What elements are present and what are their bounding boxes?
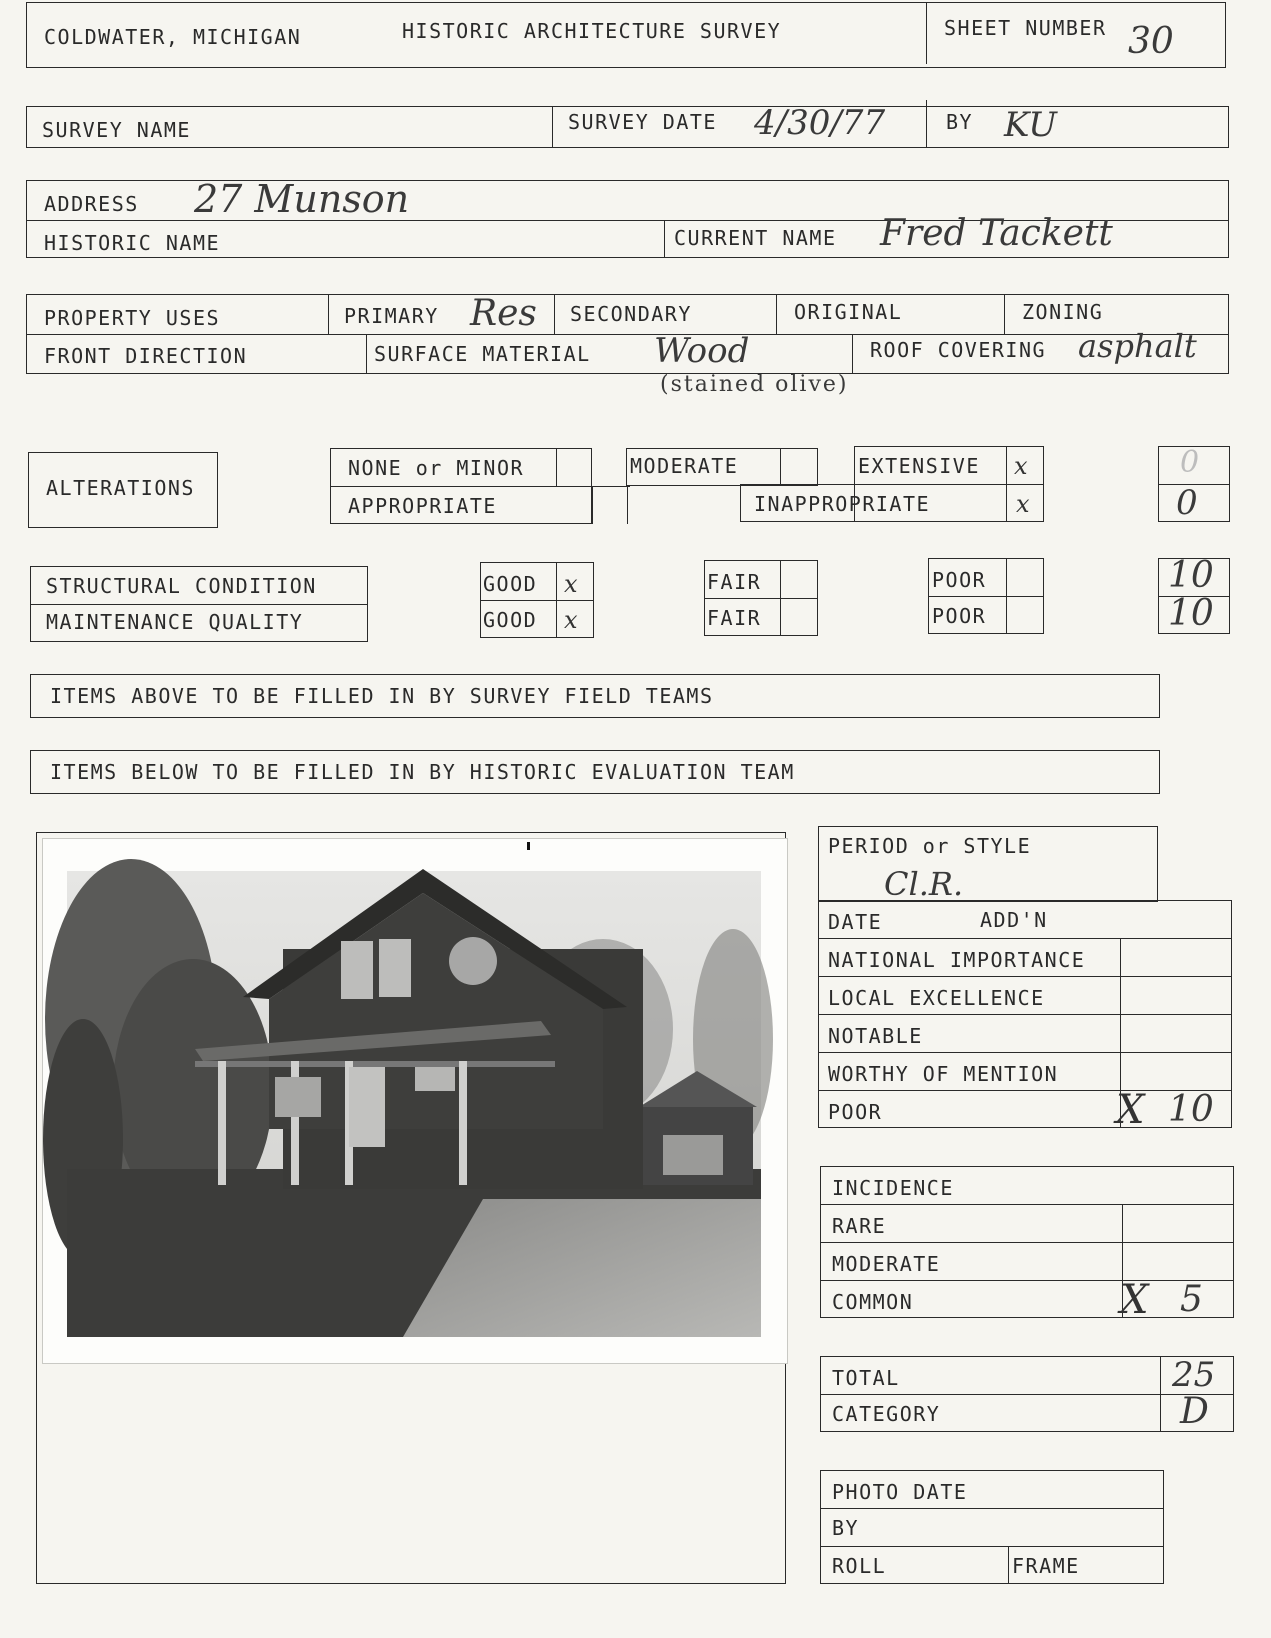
common-label: COMMON: [832, 1290, 914, 1314]
property-div-3: [776, 294, 777, 334]
header-divider: [926, 2, 927, 64]
survey-divider-2: [926, 100, 927, 148]
fair-maintenance-label: FAIR: [707, 606, 762, 630]
inappropriate-label: INAPPROPRIATE: [754, 492, 931, 516]
surface-material-value: Wood: [654, 331, 750, 371]
incidence-line-2: [820, 1242, 1234, 1243]
property-uses-label: PROPERTY USES: [44, 306, 221, 330]
incidence-moderate-label: MODERATE: [832, 1252, 941, 1276]
maintenance-good-mark: x: [564, 606, 578, 634]
structural-score: 10: [1168, 555, 1214, 596]
eval-poor-label: POOR: [828, 1100, 883, 1124]
property-div-5: [366, 334, 367, 374]
period-label: PERIOD or STYLE: [828, 834, 1032, 858]
eval-date-label: DATE: [828, 910, 883, 934]
survey-divider-1: [552, 106, 553, 148]
eval-line-2: [818, 976, 1232, 977]
primary-label: PRIMARY: [344, 304, 439, 328]
sheet-number-label: SHEET NUMBER: [944, 16, 1107, 40]
roll-label: ROLL: [832, 1554, 887, 1578]
alterations-score-bottom: 0: [1176, 483, 1198, 523]
photo-info-line-1: [820, 1508, 1164, 1509]
property-div-6: [852, 334, 853, 374]
eval-addn-label: ADD'N: [980, 908, 1048, 932]
property-div-2: [554, 294, 555, 334]
photo-date-label: PHOTO DATE: [832, 1480, 968, 1504]
roof-covering-label: ROOF COVERING: [870, 338, 1047, 362]
secondary-label: SECONDARY: [570, 302, 692, 326]
zoning-label: ZONING: [1022, 300, 1104, 324]
none-minor-check-line: [556, 448, 557, 486]
maintenance-quality-label: MAINTENANCE QUALITY: [46, 610, 304, 634]
alteration-moderate-label: MODERATE: [630, 454, 739, 478]
front-direction-label: FRONT DIRECTION: [44, 344, 248, 368]
alterations-score-top: 0: [1180, 445, 1200, 480]
inappropriate-start-line: [740, 484, 741, 522]
by-label: BY: [946, 110, 974, 134]
photo-info-col-line: [1008, 1546, 1009, 1584]
survey-name-label: SURVEY NAME: [42, 118, 191, 142]
address-value: 27 Munson: [194, 177, 410, 221]
roof-covering-value: asphalt: [1078, 327, 1197, 365]
fair-structural-label: FAIR: [707, 570, 762, 594]
rare-label: RARE: [832, 1214, 887, 1238]
notable-label: NOTABLE: [828, 1024, 923, 1048]
survey-title: HISTORIC ARCHITECTURE SURVEY: [402, 19, 782, 43]
photo-by-label: BY: [832, 1516, 860, 1540]
structural-condition-label: STRUCTURAL CONDITION: [46, 574, 317, 598]
note-below: ITEMS BELOW TO BE FILLED IN BY HISTORIC EVALUATION TEAM: [50, 760, 795, 784]
address-divider: [664, 220, 665, 258]
historic-name-label: HISTORIC NAME: [44, 231, 221, 255]
house-photo: [42, 838, 788, 1364]
extensive-label: EXTENSIVE: [858, 454, 980, 478]
total-value: 25: [1172, 1355, 1216, 1395]
note-above: ITEMS ABOVE TO BE FILLED IN BY SURVEY FIELD TEAMS: [50, 684, 714, 708]
condition-label-line: [30, 604, 368, 605]
photo-info-line-2: [820, 1546, 1164, 1547]
city-label: COLDWATER, MICHIGAN: [44, 25, 302, 49]
common-score: 5: [1180, 1279, 1203, 1320]
national-importance-label: NATIONAL IMPORTANCE: [828, 948, 1086, 972]
appropriate-end-line: [627, 486, 628, 524]
category-label: CATEGORY: [832, 1402, 941, 1426]
worthy-label: WORTHY OF MENTION: [828, 1062, 1059, 1086]
eval-line-3: [818, 1014, 1232, 1015]
good-check-line: [556, 562, 557, 638]
maintenance-score: 10: [1168, 593, 1214, 634]
current-name-label: CURRENT NAME: [674, 226, 837, 250]
eval-line-1: [818, 938, 1232, 939]
poor-check-line: [1006, 558, 1007, 634]
none-minor-label: NONE or MINOR: [348, 456, 525, 480]
poor-maintenance-label: POOR: [932, 604, 987, 628]
surface-material-note: (stained olive): [660, 372, 849, 397]
local-excellence-label: LOCAL EXCELLENCE: [828, 986, 1045, 1010]
original-label: ORIGINAL: [794, 300, 903, 324]
survey-date-label: SURVEY DATE: [568, 110, 717, 134]
eval-poor-mark: X: [1116, 1087, 1145, 1133]
fair-line: [704, 598, 818, 599]
good-maintenance-label: GOOD: [483, 608, 538, 632]
extensive-row-line: [740, 484, 1044, 485]
good-line: [480, 600, 594, 601]
poor-line: [928, 596, 1044, 597]
period-value: Cl.R.: [884, 865, 964, 903]
structural-good-mark: x: [564, 570, 578, 598]
common-mark: X: [1120, 1277, 1149, 1323]
house-photo-image: [43, 839, 787, 1363]
by-value: KU: [1004, 105, 1057, 145]
totals-col-line: [1160, 1356, 1161, 1432]
none-minor-row-line: [330, 486, 630, 487]
total-label: TOTAL: [832, 1366, 900, 1390]
survey-date-value: 4/30/77: [754, 103, 886, 143]
incidence-line-3: [820, 1280, 1234, 1281]
poor-structural-label: POOR: [932, 568, 987, 592]
sheet-number-value: 30: [1128, 21, 1174, 62]
inappropriate-mark: x: [1016, 490, 1030, 518]
alterations-label: ALTERATIONS: [46, 476, 195, 500]
eval-poor-score: 10: [1168, 1089, 1214, 1130]
surface-material-label: SURFACE MATERIAL: [374, 342, 591, 366]
property-div-4: [1004, 294, 1005, 334]
address-label: ADDRESS: [44, 192, 139, 216]
moderate-check-line: [780, 448, 781, 486]
property-row-line: [26, 334, 1229, 335]
property-div-1: [328, 294, 329, 334]
inappropriate-bottom-line: [740, 521, 854, 522]
primary-value: Res: [470, 293, 537, 334]
extensive-mark: x: [1014, 452, 1028, 480]
category-value: D: [1180, 1391, 1209, 1432]
fair-check-line: [780, 560, 781, 636]
current-name-value: Fred Tackett: [880, 213, 1113, 254]
good-structural-label: GOOD: [483, 572, 538, 596]
appropriate-label: APPROPRIATE: [348, 494, 497, 518]
extensive-check-line: [1006, 446, 1007, 522]
incidence-line-1: [820, 1204, 1234, 1205]
frame-label: FRAME: [1012, 1554, 1080, 1578]
incidence-label: INCIDENCE: [832, 1176, 954, 1200]
eval-line-4: [818, 1052, 1232, 1053]
appropriate-check-line: [592, 486, 593, 524]
